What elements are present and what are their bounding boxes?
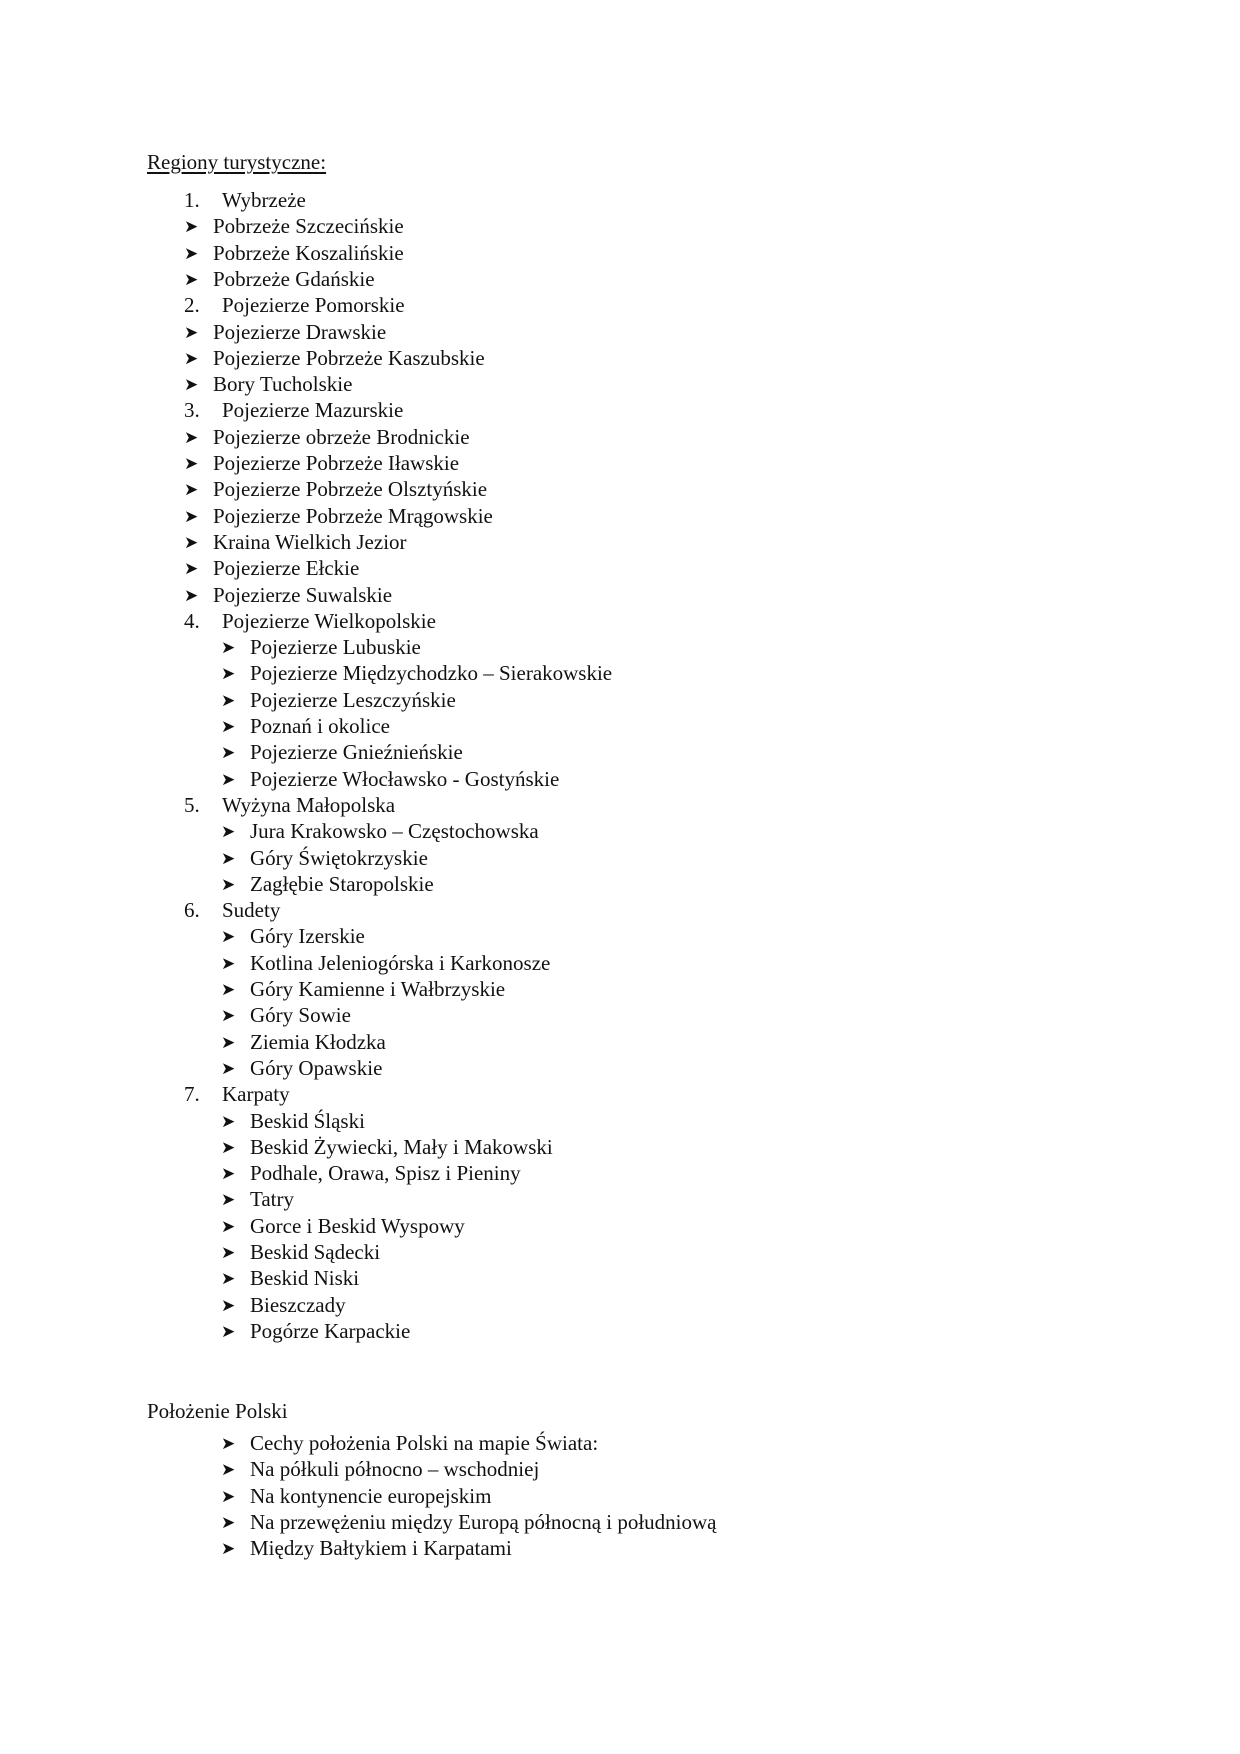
region-name: Pojezierze Pobrzeże Olsztyńskie bbox=[213, 477, 488, 502]
list-item bbox=[221, 1160, 521, 1187]
arrow-bullet-icon: ➤ bbox=[221, 1539, 236, 1559]
arrow-bullet-icon: ➤ bbox=[221, 848, 236, 868]
region-group-heading bbox=[184, 792, 395, 818]
list-item bbox=[221, 976, 505, 1003]
arrow-bullet-icon: ➤ bbox=[221, 664, 236, 684]
region-group-name: Wyżyna Małopolska bbox=[222, 792, 396, 817]
region-name: Pojezierze Gnieźnieńskie bbox=[250, 740, 463, 765]
arrow-bullet-icon: ➤ bbox=[221, 1512, 236, 1532]
list-item bbox=[221, 1108, 365, 1135]
arrow-bullet-icon: ➤ bbox=[184, 269, 199, 289]
region-name: Zagłębie Staropolskie bbox=[250, 871, 434, 896]
region-group-heading bbox=[184, 608, 436, 634]
list-item bbox=[221, 1002, 351, 1029]
region-name: Beskid Żywiecki, Mały i Makowski bbox=[250, 1134, 553, 1159]
region-name: Kraina Wielkich Jezior bbox=[213, 529, 407, 554]
region-name: Beskid Niski bbox=[250, 1266, 360, 1291]
region-group-name: Pojezierze Pomorskie bbox=[222, 293, 405, 318]
region-group-heading bbox=[184, 292, 405, 318]
arrow-bullet-icon: ➤ bbox=[184, 348, 199, 368]
list-item bbox=[221, 1029, 386, 1056]
list-item bbox=[184, 319, 386, 346]
list-number: 5. bbox=[184, 792, 200, 817]
region-name: Pogórze Karpackie bbox=[250, 1318, 411, 1343]
list-item bbox=[221, 1213, 465, 1240]
list-item bbox=[221, 739, 463, 766]
list-number: 7. bbox=[184, 1082, 200, 1107]
list-item bbox=[221, 871, 434, 898]
list-number: 2. bbox=[184, 293, 200, 318]
list-item bbox=[221, 634, 421, 661]
arrow-bullet-icon: ➤ bbox=[184, 243, 199, 263]
region-group-heading bbox=[184, 187, 306, 213]
list-item bbox=[184, 371, 352, 398]
location-feature: Na przewężeniu między Europą północną i południową bbox=[250, 1509, 717, 1534]
arrow-bullet-icon: ➤ bbox=[184, 217, 199, 237]
list-item bbox=[184, 582, 392, 609]
region-name: Gorce i Beskid Wyspowy bbox=[250, 1213, 465, 1238]
region-group-name: Wybrzeże bbox=[222, 188, 306, 212]
arrow-bullet-icon: ➤ bbox=[221, 1216, 236, 1236]
arrow-bullet-icon: ➤ bbox=[221, 769, 236, 789]
list-item bbox=[184, 503, 493, 530]
region-group-name: Pojezierze Mazurskie bbox=[222, 398, 404, 423]
arrow-bullet-icon: ➤ bbox=[184, 480, 199, 500]
arrow-bullet-icon: ➤ bbox=[221, 717, 236, 736]
location-heading: Położenie Polski bbox=[147, 1399, 288, 1423]
list-item bbox=[221, 1186, 294, 1213]
arrow-bullet-icon: ➤ bbox=[184, 585, 199, 605]
region-name: Ziemia Kłodzka bbox=[250, 1029, 386, 1054]
arrow-bullet-icon: ➤ bbox=[184, 506, 199, 526]
region-name: Tatry bbox=[250, 1187, 295, 1212]
list-item bbox=[221, 1134, 553, 1161]
region-name: Pobrzeże Gdańskie bbox=[213, 266, 375, 291]
list-item bbox=[184, 476, 487, 503]
list-number: 1. bbox=[184, 188, 200, 212]
list-number: 4. bbox=[184, 608, 200, 633]
list-item bbox=[221, 923, 365, 950]
arrow-bullet-icon: ➤ bbox=[221, 953, 236, 973]
arrow-bullet-icon: ➤ bbox=[184, 532, 199, 552]
list-item bbox=[184, 266, 375, 293]
list-number: 6. bbox=[184, 898, 200, 923]
region-group-name: Sudety bbox=[222, 898, 281, 923]
list-item bbox=[221, 687, 456, 714]
arrow-bullet-icon: ➤ bbox=[221, 927, 236, 947]
region-name: Pojezierze Drawskie bbox=[213, 319, 387, 344]
arrow-bullet-icon: ➤ bbox=[221, 1321, 236, 1341]
region-name: Beskid Sądecki bbox=[250, 1240, 381, 1264]
list-item bbox=[184, 240, 404, 267]
region-group-heading bbox=[184, 397, 403, 423]
region-name: Pojezierze Suwalskie bbox=[213, 582, 393, 607]
region-name: Beskid Śląski bbox=[250, 1108, 365, 1133]
arrow-bullet-icon: ➤ bbox=[221, 1164, 236, 1184]
arrow-bullet-icon: ➤ bbox=[184, 454, 199, 473]
list-item bbox=[184, 529, 407, 556]
arrow-bullet-icon: ➤ bbox=[221, 743, 236, 763]
list-item bbox=[184, 555, 359, 582]
list-item bbox=[221, 1456, 539, 1483]
arrow-bullet-icon: ➤ bbox=[184, 375, 199, 395]
arrow-bullet-icon: ➤ bbox=[184, 427, 199, 447]
arrow-bullet-icon: ➤ bbox=[221, 1460, 236, 1480]
arrow-bullet-icon: ➤ bbox=[221, 822, 236, 842]
region-group-heading bbox=[184, 897, 280, 923]
list-item bbox=[221, 1509, 717, 1536]
list-item bbox=[184, 450, 459, 477]
region-name: Pojezierze Leszczyńskie bbox=[250, 687, 456, 712]
arrow-bullet-icon: ➤ bbox=[221, 1486, 236, 1506]
region-name: Pobrzeże Koszalińskie bbox=[213, 240, 404, 265]
region-name: Pojezierze Pobrzeże Mrągowskie bbox=[213, 503, 493, 528]
region-name: Bory Tucholskie bbox=[213, 372, 353, 397]
list-item bbox=[221, 1239, 380, 1266]
region-name: Pojezierze obrzeże Brodnickie bbox=[213, 424, 470, 449]
region-name: Góry Świętokrzyskie bbox=[250, 845, 428, 870]
list-item bbox=[184, 345, 485, 372]
region-group-name: Pojezierze Wielkopolskie bbox=[222, 608, 436, 633]
arrow-bullet-icon: ➤ bbox=[221, 1032, 236, 1052]
region-name: Pojezierze Włocławsko - Gostyńskie bbox=[250, 766, 560, 791]
list-item bbox=[221, 660, 612, 687]
list-item bbox=[221, 845, 428, 872]
list-item bbox=[221, 1430, 598, 1457]
arrow-bullet-icon: ➤ bbox=[221, 1111, 236, 1131]
region-name: Kotlina Jeleniogórska i Karkonosze bbox=[250, 950, 551, 975]
region-name: Bieszczady bbox=[250, 1292, 346, 1317]
region-name: Podhale, Orawa, Spisz i Pieniny bbox=[250, 1161, 521, 1186]
list-item bbox=[221, 1483, 491, 1510]
region-name: Pobrzeże Szczecińskie bbox=[213, 214, 404, 239]
location-feature: Cechy położenia Polski na mapie Świata: bbox=[250, 1431, 599, 1455]
list-item bbox=[221, 713, 390, 740]
region-name: Góry Kamienne i Wałbrzyskie bbox=[250, 977, 506, 1001]
region-name: Pojezierze Pobrzeże Kaszubskie bbox=[213, 345, 485, 370]
arrow-bullet-icon: ➤ bbox=[221, 638, 236, 658]
list-number: 3. bbox=[184, 398, 200, 423]
region-name: Pojezierze Ełckie bbox=[213, 556, 360, 581]
arrow-bullet-icon: ➤ bbox=[221, 1058, 236, 1078]
list-item bbox=[221, 766, 559, 793]
region-name: Góry Izerskie bbox=[250, 924, 365, 949]
region-name: Góry Sowie bbox=[250, 1003, 351, 1028]
region-group-name: Karpaty bbox=[222, 1082, 290, 1107]
arrow-bullet-icon: ➤ bbox=[221, 1190, 236, 1210]
list-item bbox=[221, 1292, 346, 1319]
region-group-heading bbox=[184, 1081, 290, 1107]
list-item bbox=[221, 1318, 410, 1345]
list-item bbox=[221, 1055, 382, 1082]
arrow-bullet-icon: ➤ bbox=[221, 874, 236, 894]
arrow-bullet-icon: ➤ bbox=[221, 690, 236, 710]
regions-heading: Regiony turystyczne: bbox=[147, 150, 327, 174]
list-item bbox=[221, 818, 539, 845]
location-feature: Na półkuli północno – wschodniej bbox=[250, 1457, 540, 1482]
location-feature: Między Bałtykiem i Karpatami bbox=[250, 1536, 512, 1561]
list-item bbox=[221, 1265, 359, 1292]
region-name: Pojezierze Lubuskie bbox=[250, 635, 421, 660]
list-item bbox=[221, 950, 550, 977]
arrow-bullet-icon: ➤ bbox=[184, 559, 199, 579]
region-name: Jura Krakowsko – Częstochowska bbox=[250, 819, 539, 844]
arrow-bullet-icon: ➤ bbox=[221, 1006, 236, 1026]
arrow-bullet-icon: ➤ bbox=[221, 1295, 236, 1315]
arrow-bullet-icon: ➤ bbox=[221, 1269, 236, 1289]
arrow-bullet-icon: ➤ bbox=[221, 1434, 236, 1453]
region-name: Pojezierze Międzychodzko – Sierakowskie bbox=[250, 661, 613, 686]
arrow-bullet-icon: ➤ bbox=[221, 980, 236, 999]
location-feature: Na kontynencie europejskim bbox=[250, 1483, 492, 1508]
region-name: Poznań i okolice bbox=[250, 714, 390, 738]
arrow-bullet-icon: ➤ bbox=[221, 1243, 236, 1262]
arrow-bullet-icon: ➤ bbox=[184, 322, 199, 342]
arrow-bullet-icon: ➤ bbox=[221, 1137, 236, 1157]
list-item bbox=[221, 1535, 512, 1562]
region-name: Pojezierze Pobrzeże Iławskie bbox=[213, 451, 460, 475]
list-item bbox=[184, 213, 404, 240]
list-item bbox=[184, 424, 470, 451]
region-name: Góry Opawskie bbox=[250, 1055, 383, 1080]
